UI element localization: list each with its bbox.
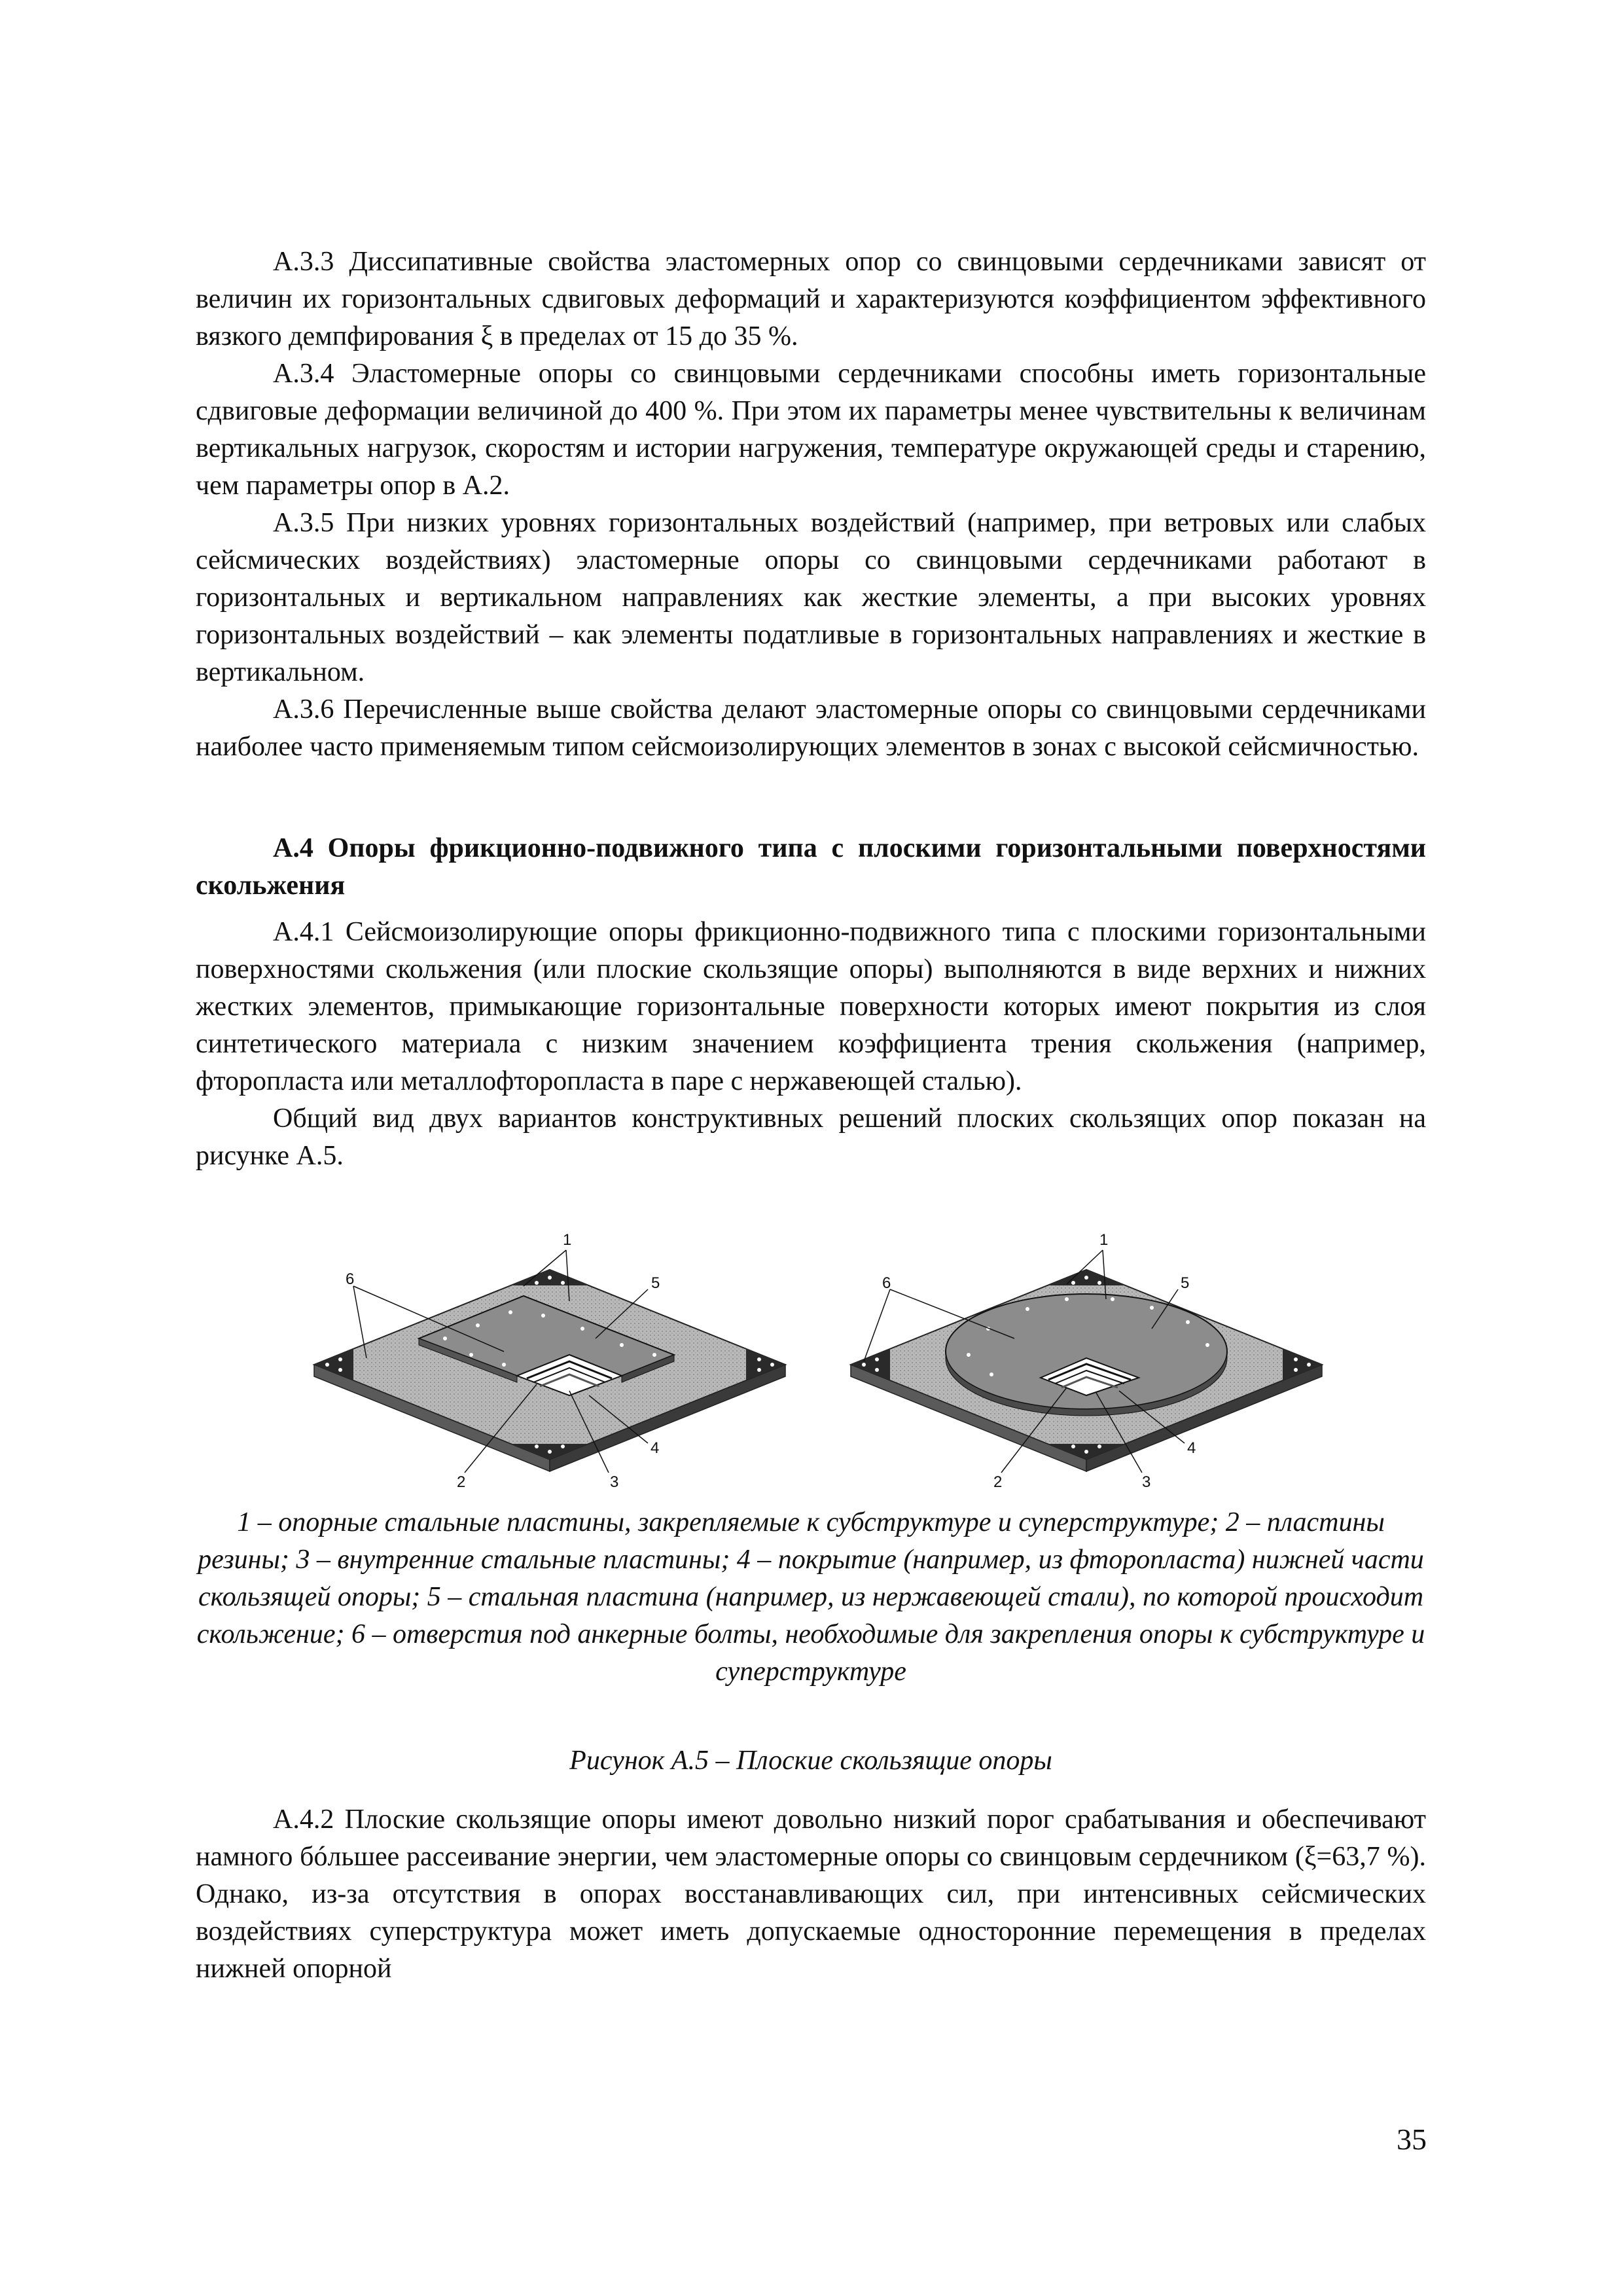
figure-title: Рисунок А.5 – Плоские скользящие опоры — [569, 1746, 1052, 1776]
callout-1-right: 1 — [1099, 1231, 1109, 1249]
paragraph-a41: А.4.1 Сейсмоизолирующие опоры фрикционно-подвижного типа с плоскими горизонтальными поверхностями скольжения (или плоские скользящие опоры) выполняются в виде верхних и нижних жестких элементов, примыкающие горизонтальные поверхности которых имеют покрытия из слоя синтетического материала с низким значением коэффициента трения скольжения (например, фторопласта или металлофторопласта в паре с нержавеющей сталью). — [196, 917, 1426, 1096]
callout-3-right: 3 — [1142, 1473, 1151, 1491]
callout-4-left: 4 — [651, 1439, 660, 1457]
callout-6-right: 6 — [882, 1274, 891, 1292]
callout-2-left: 2 — [457, 1473, 466, 1491]
callout-6-left: 6 — [346, 1270, 355, 1288]
callout-5-left: 5 — [651, 1274, 660, 1292]
callout-4-right: 4 — [1187, 1439, 1196, 1457]
paragraph-a33: А.3.3 Диссипативные свойства эластомерных опор со свинцовыми сердечниками зависят от величин их горизонтальных сдвиговых деформаций и характеризуются коэффициентом эффективного вязкого демпфирования ξ в пределах от 15 до 35 %. — [196, 247, 1426, 351]
paragraph-a34: А.3.4 Эластомерные опоры со свинцовыми сердечниками способны иметь горизонтальные сдвиговые деформации величиной до 400 %. При этом их параметры менее чувствительны к величинам вертикальных нагрузок, скоростям и истории нагружения, температуре окружающей среды и старению, чем параметры опор в А.2. — [196, 359, 1426, 501]
callout-3-left: 3 — [610, 1473, 619, 1491]
paragraph-a42: А.4.2 Плоские скользящие опоры имеют довольно низкий порог срабатывания и обеспечивают намного бóльшее рассеивание энергии, чем эластомерные опоры со свинцовым сердечником (ξ=63,7 %). Однако, из-за отсутствия в опорах восстанавливающих сил, при интенсивных сейсмических воздействиях суперструктура может иметь допускаемые односторонние перемещения в пределах нижней опорной — [196, 1804, 1426, 1984]
paragraphs-bottom — [196, 1801, 1426, 1988]
figure-legend: 1 – опорные стальные пластины, закрепляемые к субструктуре и суперструктуре; 2 – пластины резины; 3 – внутренние стальные пластины; 4 – покрытие (например, из фторопласта) нижней части скользящей опоры; 5 – стальная пластина (например, из нержавеющей стали), по которой происходит скольжение; 6 – отверстия под анкерные болты, необходимые для закрепления опоры к субструктуре и суперструктуре — [196, 1507, 1425, 1687]
bearing-circular-plate — [851, 1250, 1322, 1473]
figure-diagrams — [308, 1224, 1329, 1499]
section-heading: А.4 Опоры фрикционно-подвижного типа с плоскими горизонтальными поверхностями скольжения — [196, 833, 1426, 901]
paragraphs-top — [196, 243, 1426, 766]
paragraph-figure-intro: Общий вид двух вариантов конструктивных решений плоских скользящих опор показан на рисунке А.5. — [196, 1103, 1426, 1171]
paragraph-a36: А.3.6 Перечисленные выше свойства делают эластомерные опоры со свинцовыми сердечниками наиболее часто применяемым типом сейсмоизолирующих элементов в зонах с высокой сейсмичностью. — [196, 694, 1426, 762]
figure-a5 — [308, 1224, 1329, 1499]
callout-5-right: 5 — [1181, 1274, 1190, 1292]
paragraph-a35: А.3.5 При низких уровнях горизонтальных воздействий (например, при ветровых или слабых сейсмических воздействиях) эластомерные опоры со свинцовыми сердечниками работают в горизонтальных и вертикальном направлениях как жесткие элементы, а при высоких уровнях горизонтальных воздействий – как элементы податливые в горизонтальных направлениях и жесткие в вертикальном. — [196, 508, 1426, 687]
callout-1-left: 1 — [563, 1231, 572, 1249]
page-number: 35 — [1397, 2123, 1427, 2156]
section-a4 — [196, 830, 1426, 1175]
callout-2-right: 2 — [993, 1473, 1003, 1491]
bearing-rectangular-plate — [314, 1250, 785, 1473]
